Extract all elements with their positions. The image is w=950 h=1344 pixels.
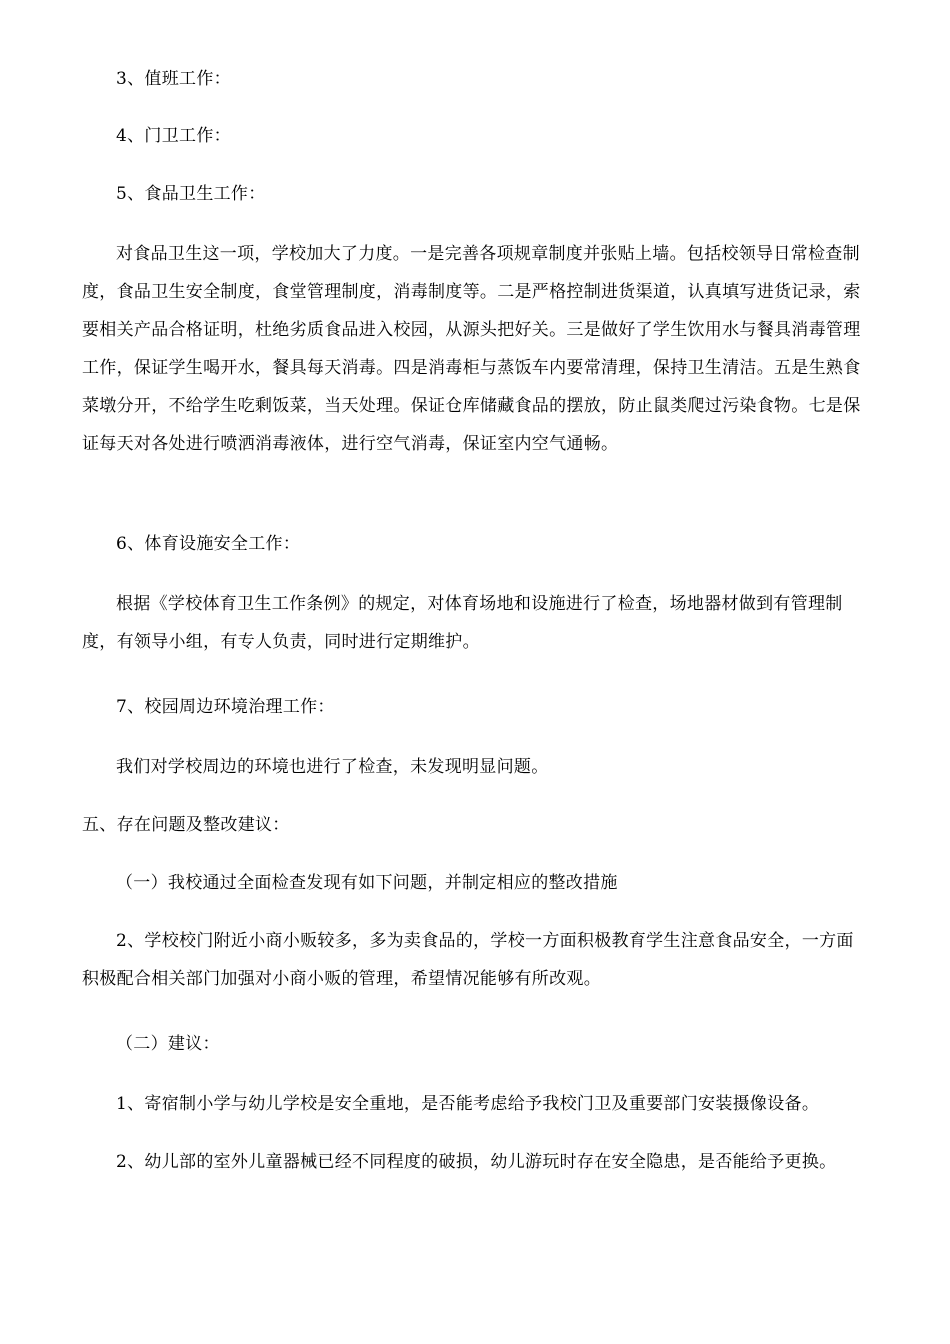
item-sports-facility-safety: 6、体育设施安全工作： xyxy=(116,534,301,554)
item-campus-surroundings: 7、校园周边环境治理工作： xyxy=(116,697,335,717)
sports-facility-paragraph: 根据《学校体育卫生工作条例》的规定，对体育场地和设施进行了检查，场地器材做到有管理制度，有领导小组，有专人负责，同时进行定期维护。 xyxy=(82,594,843,652)
suggestion-cameras: 1、寄宿制小学与幼儿学校是安全重地，是否能考虑给予我校门卫及重要部门安装摄像设备。 xyxy=(116,1094,820,1114)
subheading-problems-found: （一）我校通过全面检查发现有如下问题，并制定相应的整改措施 xyxy=(116,873,618,893)
subheading-suggestions: （二）建议： xyxy=(116,1034,220,1054)
campus-surroundings-paragraph: 我们对学校周边的环境也进行了检查，未发现明显问题。 xyxy=(116,757,549,777)
vendor-problem-paragraph: 2、学校校门附近小商小贩较多，多为卖食品的，学校一方面积极教育学生注意食品安全，一方面积极配合相关部门加强对小商小贩的管理，希望情况能够有所改观。 xyxy=(82,931,854,989)
suggestion-playground-equipment: 2、幼儿部的室外儿童器械已经不同程度的破损，幼儿游玩时存在安全隐患，是否能给予更换。 xyxy=(116,1152,837,1172)
item-duty-work: 3、值班工作： xyxy=(116,69,231,89)
section-heading-problems: 五、存在问题及整改建议： xyxy=(82,815,290,835)
item-gate-guard-work: 4、门卫工作： xyxy=(116,126,231,146)
item-food-hygiene-work: 5、食品卫生工作： xyxy=(116,184,266,204)
food-hygiene-paragraph: 对食品卫生这一项，学校加大了力度。一是完善各项规章制度并张贴上墙。包括校领导日常检查制度，食品卫生安全制度，食堂管理制度，消毒制度等。二是严格控制进货渠道，认真填写进货记录，索要相关产品合格证明，杜绝劣质食品进入校园，从源头把好关。三是做好了学生饮用水与餐具消毒管理工作，保证学生喝开水，餐具每天消毒。四是消毒柜与蒸饭车内要常清理，保持卫生清洁。五是生熟食菜墩分开，不给学生吃剩饭菜，当天处理。保证仓库储藏食品的摆放，防止鼠类爬过污染食物。七是保证每天对各处进行喷洒消毒液体，进行空气消毒，保证室内空气通畅。 xyxy=(82,244,861,454)
